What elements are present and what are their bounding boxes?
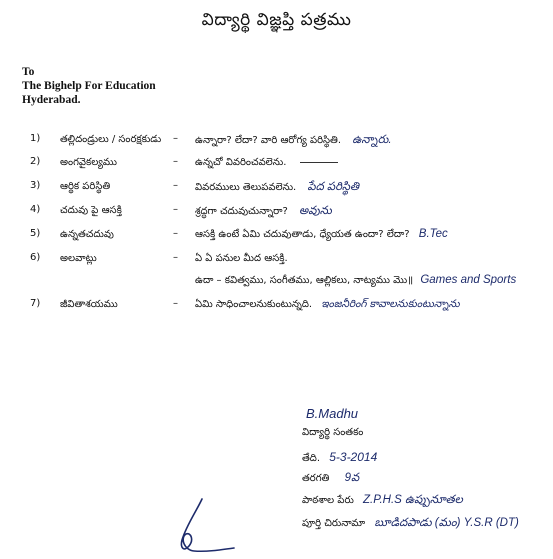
row-answer-line [195, 274, 516, 288]
row-number: 4) [30, 204, 41, 215]
date-line [302, 450, 377, 466]
address-label: పూర్తి చిరునామా [302, 518, 366, 529]
school-value: Z.P.H.S ఉప్పునూతల [363, 494, 463, 506]
row-number: 5) [30, 228, 41, 239]
row-answer: ఇంజనీరింగ్ కావాలనుకుంటున్నాను [321, 298, 460, 310]
row-label: ఆర్థిక పరిస్థితి [60, 181, 111, 192]
class-label: తరగతి [302, 473, 330, 484]
row-answer-line [195, 180, 359, 196]
row-dash: – [173, 204, 178, 215]
row-label: జీవితాశయము [60, 299, 118, 310]
row-answer: Games and Sports [420, 274, 517, 286]
row-answer: ఉన్నారు. [352, 134, 392, 146]
row-answer-line [195, 156, 338, 170]
parent-signature [172, 496, 238, 556]
address-city: Hyderabad. [22, 94, 81, 106]
row-question: ఏ ఏ పనుల మీద ఆసక్తి. [195, 253, 288, 264]
address-org: The Bighelp For Education [22, 80, 156, 92]
row-dash: – [173, 252, 178, 263]
page-title: విద్యార్థి విజ్ఞప్తి పత్రము [201, 10, 352, 30]
row-number: 7) [30, 298, 41, 309]
date-label: తేది. [302, 453, 321, 464]
student-name: B.Madhu [306, 406, 359, 421]
row-label: చదువు పై ఆసక్తి [60, 205, 122, 216]
row-dash: – [173, 156, 178, 167]
address-value: బూడిదపాడు (మం) Y.S.R (DT) [374, 517, 519, 529]
row-label: తల్లిదండ్రులు / సంరక్షకుడు [60, 134, 162, 145]
answer-blank-line [300, 162, 338, 163]
signature-label: విద్యార్థి సంతకం [302, 427, 364, 438]
row-number: 3) [30, 180, 41, 191]
row-answer-line [195, 252, 288, 266]
row-question: శ్రద్ధగా చదువుచున్నారా? [195, 206, 288, 217]
class-value: 9వ [344, 472, 360, 484]
row-question: ఏమి సాధించాలనుకుంటున్నది. [195, 299, 313, 310]
date-value: 5-3-2014 [329, 450, 378, 464]
row-label: అంగవైకల్యము [60, 157, 117, 168]
row-label: అలవాట్లు [60, 253, 97, 264]
row-question: వివరములు తెలుపవలెను. [195, 182, 297, 193]
row-answer-line [195, 204, 332, 220]
class-line [302, 471, 359, 487]
school-line [302, 493, 463, 509]
row-question: ఉన్నారా? లేదా? వారి ఆరోగ్య పరిస్థితి. [195, 135, 342, 146]
row-answer-line [195, 133, 392, 149]
row-dash: – [173, 228, 178, 239]
row-number: 2) [30, 156, 41, 167]
row-dash: – [173, 180, 178, 191]
row-dash: – [173, 133, 178, 144]
row-question: ఆసక్తి ఉంటే ఏమి చదువుతాడు, ధ్యేయత ఉందా? లేదా? [195, 229, 410, 240]
row-number: 6) [30, 252, 41, 263]
row-question: ఉన్నచో వివరించవలెను. [195, 157, 287, 168]
row-number: 1) [30, 133, 41, 144]
row-question: ఉదా – కవిత్వము, సంగీతము, ఆల్లికలు, నాట్యము మొ॥ [195, 275, 414, 286]
row-answer-line [195, 298, 460, 313]
address-line [302, 516, 519, 532]
address-to: To [22, 66, 35, 78]
row-label: ఉన్నతచదువు [60, 229, 114, 240]
row-dash: – [173, 298, 178, 309]
row-answer: అవును [299, 205, 332, 217]
row-answer: పేద పరిస్థితి [307, 181, 359, 193]
row-answer-line [195, 228, 448, 242]
school-label: పాఠశాల పేరు [302, 495, 354, 506]
row-answer: B.Tec [418, 228, 448, 240]
